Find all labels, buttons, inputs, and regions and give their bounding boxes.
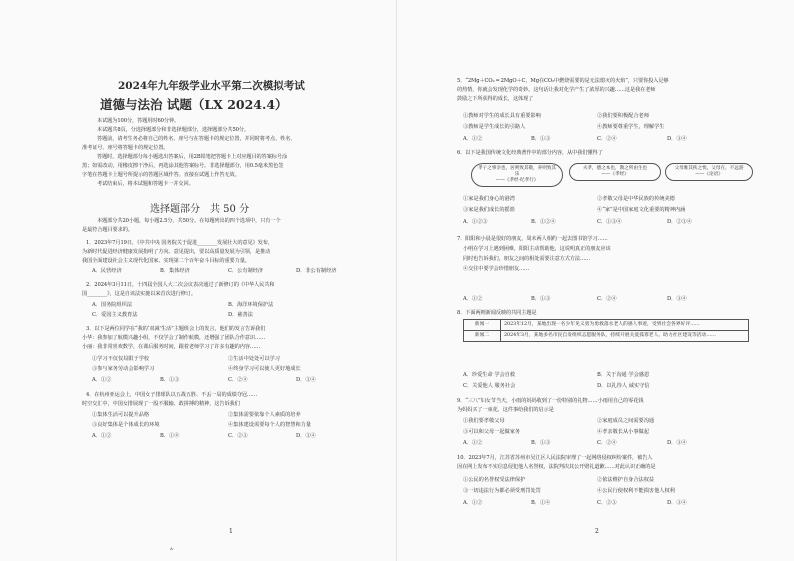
q9-answer-a[interactable]: A．①② (463, 440, 483, 446)
q6-answer-d[interactable]: D．②③④ (667, 219, 692, 225)
q10-statement: ③一切违法行为都必须受刑罚处罚 (463, 488, 541, 494)
q10-statement: ④公民行使权利不能损害他人权利 (597, 488, 675, 494)
question-4-line: 时空交汇中，中国女排展现了一股不服输、敢拼搏的精神，这告诉我们 (82, 401, 240, 407)
q1-option-c[interactable]: C．公有制经济 (228, 268, 264, 274)
q3-statement: ①学习不仅仅局限于学校 (92, 356, 150, 362)
intro-line: 考试结束后，将本试题和答题卡一并交回。 (97, 181, 194, 187)
q5-statement: ④教师要尊重学生，理解学生 (597, 124, 665, 130)
scribble-mark: ʌ· (170, 546, 175, 552)
news-table (463, 319, 749, 342)
page-number: 2 (595, 528, 599, 535)
q5-statement: ③教师是学生成长的引路人 (463, 124, 526, 130)
q3-statement: ④终身学习可以使人更好地成长 (228, 366, 301, 372)
q4-statement: ①集体生活可以提升品格 (92, 412, 150, 418)
q5-answer-a[interactable]: A．①② (463, 136, 483, 142)
question-1-line: 我国全面建设社会主义现代化国家、实现第二个百年奋斗目标的重要力量。 (82, 258, 250, 264)
q4-answer-b[interactable]: B．①④ (160, 433, 180, 439)
question-3-line: 小华：我参加了航模兴趣小组，不仅学会了制作航模，还增强了团队合作意识…… (82, 335, 266, 341)
q3-statement: ②生活中处处可以学习 (228, 356, 280, 362)
q10-answer-a[interactable]: A．①② (463, 500, 483, 506)
section-note: 本题部分共20小题，每小题2.5分，共50分。在每题列出的四个选项中，只有一个 (97, 218, 281, 224)
quote-box-3 (665, 163, 753, 181)
intro-line: 准考证号、座号将答题卡的规定位置。 (82, 145, 169, 151)
intro-line: 答题时，选择题部分每小题选出答案后，用2B铅笔把答题卡上对应题目的答案标号涂 (97, 154, 288, 160)
question-1: 1．2023年7月19日，《中共中央 国务院关于促进________发展壮大的意见》发布， (86, 240, 273, 246)
question-2: 2．2024年3月11日，十四届全国人大二次会议表决通过了新修订的《中华人民共和 (86, 282, 275, 288)
q8-option-b[interactable]: B．关于沟通 学会感恩 (597, 372, 650, 378)
q6-statement: ④“家”是中国家庭文化重要的精神内涵 (597, 207, 686, 213)
q9-answer-c[interactable]: C．②④ (597, 440, 617, 446)
q4-answer-a[interactable]: A．①② (92, 433, 112, 439)
q10-answer-c[interactable]: C．②③ (597, 500, 617, 506)
q1-option-d[interactable]: D．非公有制经济 (296, 268, 337, 274)
q10-statement: ②依法维护自身合法权益 (597, 477, 655, 483)
question-4: 4．在杭州亚运会上，中国女子排球队以五战五胜、不丢一局的成绩夺冠…… (86, 392, 258, 398)
q2-option-a[interactable]: A．国务院组织法 (92, 302, 133, 308)
q9-statement: ②家庭成员之间需要沟通 (597, 418, 655, 424)
q6-statement: ①家是我们身心的港湾 (463, 196, 515, 202)
question-8: 8．下面两则新闻反映的共同主题是 (457, 310, 537, 316)
q7-answer-d[interactable]: D．③④ (667, 296, 687, 302)
exam-subtitle: 道德与法治 试题（LX 2024.4） (100, 97, 288, 112)
exam-page-2 (397, 0, 794, 561)
q2-option-d[interactable]: D．慈善法 (228, 312, 253, 318)
quote-source: ——《孝经·纪孝行》 (495, 178, 539, 183)
q2-option-c[interactable]: C．爱国主义教育法 (92, 312, 138, 318)
section-note: 是最符合题目要求的。 (82, 227, 133, 233)
q9-answer-d[interactable]: D．③④ (667, 440, 687, 446)
q3-answer-b[interactable]: B．①③ (160, 377, 180, 383)
question-7-line: ④交往中要学会珍惜朋友…… (463, 266, 530, 272)
q6-statement: ②孝敬父母是中华民族的传统美德 (597, 196, 675, 202)
intro-line: 字笔在答题卡上题号所提示的答题区域作答。直接在试题上作答无效。 (82, 172, 240, 178)
q4-answer-c[interactable]: C．②③ (228, 433, 248, 439)
q4-answer-d[interactable]: D．③④ (296, 433, 316, 439)
question-2-line: 国________》，这是自该法实施以来首次进行修订。 (82, 291, 197, 297)
q9-statement: ④孝亲敬长从小事做起 (597, 429, 649, 435)
question-7-line: 同时也告诉我们，朋友之间的相处需要注意方式方法…… (463, 256, 591, 262)
q7-answer-a[interactable]: A．①② (463, 296, 483, 302)
q10-answer-d[interactable]: D．③④ (667, 500, 687, 506)
q5-answer-d[interactable]: D．③④ (667, 136, 687, 142)
q5-statement: ②我们要积极配合老师 (597, 113, 649, 119)
q6-answer-a[interactable]: A．①②③ (463, 219, 488, 225)
page-number: 1 (229, 528, 233, 535)
exam-title: 2024年九年级学业水平第二次模拟考试 (118, 80, 305, 92)
q5-statement: ①教师对学生的成长具有重要影响 (463, 113, 541, 119)
intro-line: 本试题为100分，答题用时60分钟。 (97, 118, 180, 124)
quote-text: 父母唯其疾之忧，父母在，不远游 (674, 166, 744, 171)
q10-answer-b[interactable]: B．①④ (531, 500, 551, 506)
q3-answer-a[interactable]: A．①② (92, 377, 112, 383)
q4-statement: ③良好集体是个体成长的环境 (92, 422, 160, 428)
intro-line: 答题前，请考生务必将自己的姓名、座号与在答题卡的规定位置，并同时将考点、姓名、 (97, 136, 296, 142)
quote-text: 夫孝，德之本也，教之所由生也 (582, 166, 648, 171)
question-1-line: 为新时代促进经济健康发展指明了方向。意见提出，要以高质量发展为引领，是推动 (82, 249, 271, 255)
intro-line: 黑；如需改动，用橡皮擦干净后，再选涂其他答案标号。非选择题部分，用0.5毫米黑色签 (82, 163, 284, 169)
q6-answer-c[interactable]: C．①③④ (597, 219, 622, 225)
q9-answer-b[interactable]: B．①③ (531, 440, 551, 446)
q8-option-a[interactable]: A．珍爱生命 学会自救 (463, 372, 516, 378)
quote-box-2 (569, 163, 661, 181)
question-6: 6．以下是我国传统文化经典著作中的部分内容，从中我们懂得了 (457, 150, 603, 156)
news-label: 新闻一 (464, 320, 501, 331)
q4-statement: ④集体建设需要每个人的智慧和力量 (228, 422, 312, 428)
q10-statement: ①公民的名誉权受法律保护 (463, 477, 526, 483)
q1-option-b[interactable]: B．集体经济 (160, 268, 190, 274)
question-7-line: 小明在学习上遇到困难，阳阳主动帮助他，这说明真正的朋友应该 (463, 246, 611, 252)
quote-text: 孝子之事亲也，居则致其敬，养则致其乐 (477, 166, 557, 177)
q3-answer-d[interactable]: D．③④ (296, 377, 316, 383)
quote-source: ——《论语》 (695, 172, 723, 177)
q1-option-a[interactable]: A．民营经济 (92, 268, 122, 274)
question-10: 10．2023年7月，江苏省苏州市吴江区人民法院审理了一起网络侵权纠纷案件，被告人 (457, 455, 653, 461)
news-text: 2023年12月，某地出现一名少年见义勇为勇救落水老人的感人事迹，受到社会各界好评…… (501, 320, 749, 331)
news-label: 新闻二 (464, 331, 501, 342)
question-5-line: 的热情，你就会发现化学的奇妙。这句话让我对化学产生了浓厚的兴趣……这是我在老师 (457, 87, 656, 93)
q8-option-d[interactable]: D．以礼待人 诚实守信 (597, 383, 650, 389)
q9-statement: ①我们要孝敬父母 (463, 418, 505, 424)
question-5-line: 鼓励之下所获得的成长，这体现了 (457, 96, 534, 102)
q7-answer-c[interactable]: C．②④ (597, 296, 617, 302)
q5-answer-b[interactable]: B．①③ (531, 136, 551, 142)
news-text: 2024年3月，某地多名市民自发组织志愿服务队，持续开展关爱孤寡老人、助力社区建设等活动…… (501, 331, 749, 342)
q3-statement: ③参与家务劳动会影响学习 (92, 366, 155, 372)
q9-statement: ③可以和父母一起做家务 (463, 429, 521, 435)
quote-source: ——《孝经》 (601, 172, 629, 177)
question-9: 9．“三八”妇女节当天，小雨的妈妈收到了一份特别的礼物……小雨用自己的零花钱 (457, 398, 644, 404)
q5-answer-c[interactable]: C．②④ (597, 136, 617, 142)
q3-answer-c[interactable]: C．②④ (228, 377, 248, 383)
q2-option-b[interactable]: B．海洋环境保护法 (228, 302, 274, 308)
question-5: 5．“2Mg＋CO₂ ═ 2MgO＋C，Mg在CO₂中燃烧需要的是无法熄灭的火焰”，只要你投入足够 (457, 78, 669, 84)
intro-line: 本试题共8页，分选择题部分和非选择题部分，选择题部分共50分。 (97, 127, 250, 133)
question-9-line: 为妈妈买了一束花，这件事给我们的启示是 (457, 407, 554, 413)
q8-option-c[interactable]: C．关爱他人 服务社会 (463, 383, 516, 389)
quote-box-1 (471, 163, 563, 187)
question-3-line: 小丽：我非常喜欢数学，在课后服务时间，跟着老师学习了许多有趣的内容…… (82, 344, 261, 350)
question-10-line: 因在网上发布不实信息侵犯他人名誉权，法院判决其公开赔礼道歉……对此认识正确的是 (457, 464, 656, 470)
q6-answer-b[interactable]: B．①②④ (531, 219, 556, 225)
question-7: 7．阳阳和小晨是很好的朋友，周末两人相约一起去图书馆学习…… (457, 236, 608, 242)
q6-statement: ③家是我们成长的摇篮 (463, 207, 515, 213)
section-title: 选择题部分 共 50 分 (150, 204, 250, 215)
q7-answer-b[interactable]: B．①③ (531, 296, 551, 302)
question-3: 3．以下是两位同学在“我的‘双减’生活”主题班会上的发言，他们的发言告诉我们 (86, 326, 266, 332)
q4-statement: ②集体需要依靠个人素质的培养 (228, 412, 301, 418)
